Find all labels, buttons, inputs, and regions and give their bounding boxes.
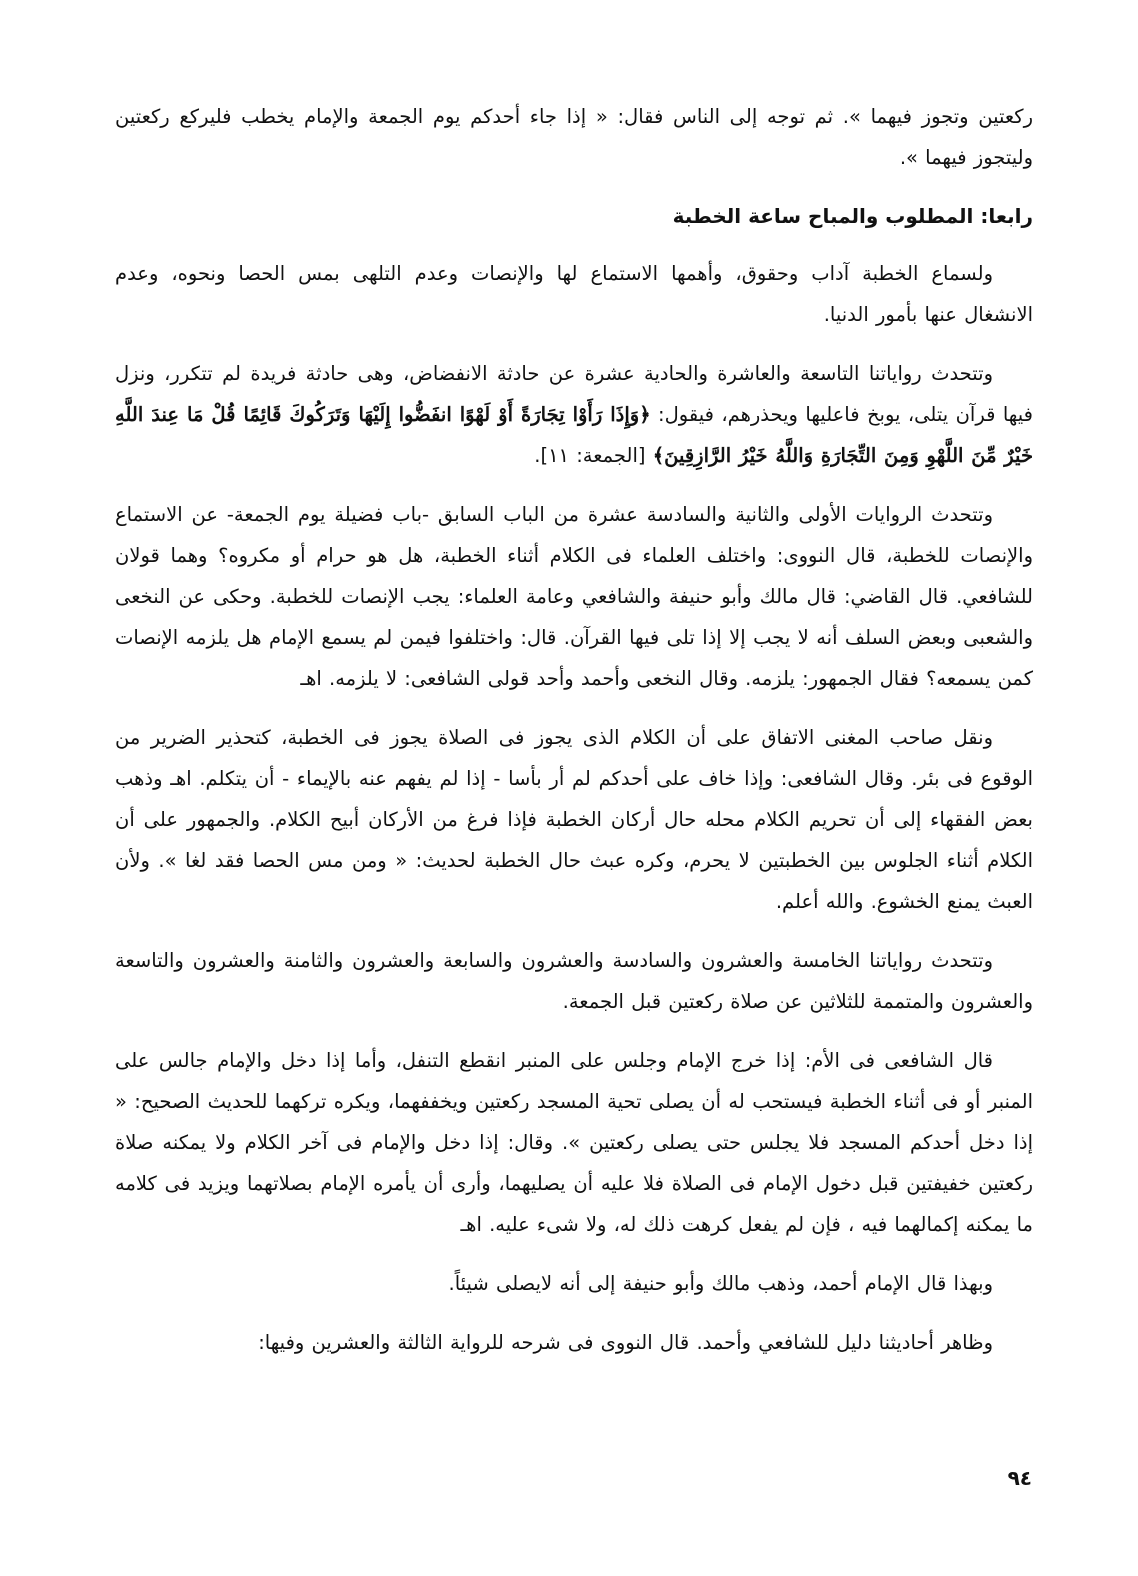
paragraph-3: وتتحدث الروايات الأولى والثانية والسادسة عشرة من الباب السابق -باب فضيلة يوم الجمعة- عن الاستماع والإنصات للخطبة، قال النووى: واختلف العلماء فى الكلام أثناء الخطبة، هل هو حرام أو مكروه؟ وهما قولان للشافعي. قال القاضي: قال مالك وأبو حنيفة والشافعي وعامة العلماء: يجب الإنصات للخطبة. وحكى عن النخعى والشعبى وبعض السلف أنه لا يجب إلا إذا تلى فيها القرآن. قال: واختلفوا فيمن لم يسمع الإمام هل يلزمه الإنصات كمن يسمعه؟ فقال الجمهور: يلزمه. وقال النخعى وأحمد وأحد قولى الشافعى: لا يلزمه. اهـ	[115, 503, 1033, 690]
section-heading: رابعا: المطلوب والمباح ساعة الخطبة	[672, 204, 1033, 228]
paragraph-6: قال الشافعى فى الأم: إذا خرج الإمام وجلس على المنبر انقطع التنفل، وأما إذا دخل والإمام جالس على المنبر أو فى أثناء الخطبة فيستحب له أن يصلى تحية المسجد ركعتين ويخففهما، ويكره تركهما للحديث الصحيح: « إذا دخل أحدكم المسجد فلا يجلس حتى يصلى ركعتين ». وقال: إذا دخل والإمام فى آخر الكلام ولا يمكنه صلاة ركعتين خفيفتين قبل دخول الإمام فى الصلاة فلا عليه أن يصليهما، وأرى أن يأمره الإمام بصلاتهما ويزيد فى كلامه ما يمكنه إكمالهما فيه ، فإن لم يفعل كرهت ذلك له، ولا شىء عليه. اهـ	[115, 1049, 1033, 1236]
paragraph-7: وبهذا قال الإمام أحمد، وذهب مالك وأبو حنيفة إلى أنه لايصلى شيئاً.	[448, 1272, 993, 1295]
paragraph-5: وتتحدث رواياتنا الخامسة والعشرون والسادسة والعشرون والسابعة والعشرون والثامنة والعشرون والتاسعة والعشرون والمتممة للثلاثين عن صلاة ركعتين قبل الجمعة.	[115, 949, 1033, 1013]
page-number: ٩٤	[1007, 1466, 1032, 1490]
quran-verse: ﴿وَإِذَا رَأَوْا تِجَارَةً أَوْ لَهْوًا انفَضُّوا إِلَيْهَا وَتَرَكُوكَ قَائِمًا قُلْ مَا عِندَ اللَّهِ خَيْرٌ مِّنَ اللَّهْوِ وَمِنَ التِّجَارَةِ وَاللَّهُ خَيْرُ الرَّازِقِينَ﴾	[115, 403, 1033, 467]
paragraph-8: وظاهر أحاديثنا دليل للشافعي وأحمد. قال النووى فى شرحه للرواية الثالثة والعشرين وفيها:	[258, 1331, 993, 1354]
top-fragment-paragraph: ركعتين وتجوز فيهما ». ثم توجه إلى الناس فقال: « إذا جاء أحدكم يوم الجمعة والإمام يخطب فليركع ركعتين وليتجوز فيهما ».	[115, 105, 1033, 169]
paragraph-4: ونقل صاحب المغنى الاتفاق على أن الكلام الذى يجوز فى الصلاة يجوز فى الخطبة، كتحذير الضرير من الوقوع فى بئر. وقال الشافعى: وإذا خاف على أحدكم لم أر بأسا - إذا لم يفهم عنه بالإيماء - أن يتكلم. اهـ وذهب بعض الفقهاء إلى أن تحريم الكلام محله حال أركان الخطبة فإذا فرغ من الأركان أبيح الكلام. والجمهور على أن الكلام أثناء الجلوس بين الخطبتين لا يحرم، وكره عبث حال الخطبة لحديث: « ومن مس الحصا فقد لغا ». ولأن العبث يمنع الخشوع. والله أعلم.	[115, 726, 1033, 913]
paragraph-1: ولسماع الخطبة آداب وحقوق، وأهمها الاستماع لها والإنصات وعدم التلهى بمس الحصا ونحوه، وعدم الانشغال عنها بأمور الدنيا.	[115, 262, 1033, 326]
document-page	[115, 96, 1033, 1381]
paragraph-2	[115, 353, 1033, 476]
paragraph-2-text: وتتحدث رواياتنا التاسعة والعاشرة والحادية عشرة عن حادثة الانفضاض، وهى حادثة فريدة لم تتكرر، ونزل فيها قرآن يتلى، يوبخ فاعليها ويحذرهم، فيقول:	[115, 362, 1033, 426]
quran-citation: [الجمعة: ١١].	[534, 444, 653, 467]
